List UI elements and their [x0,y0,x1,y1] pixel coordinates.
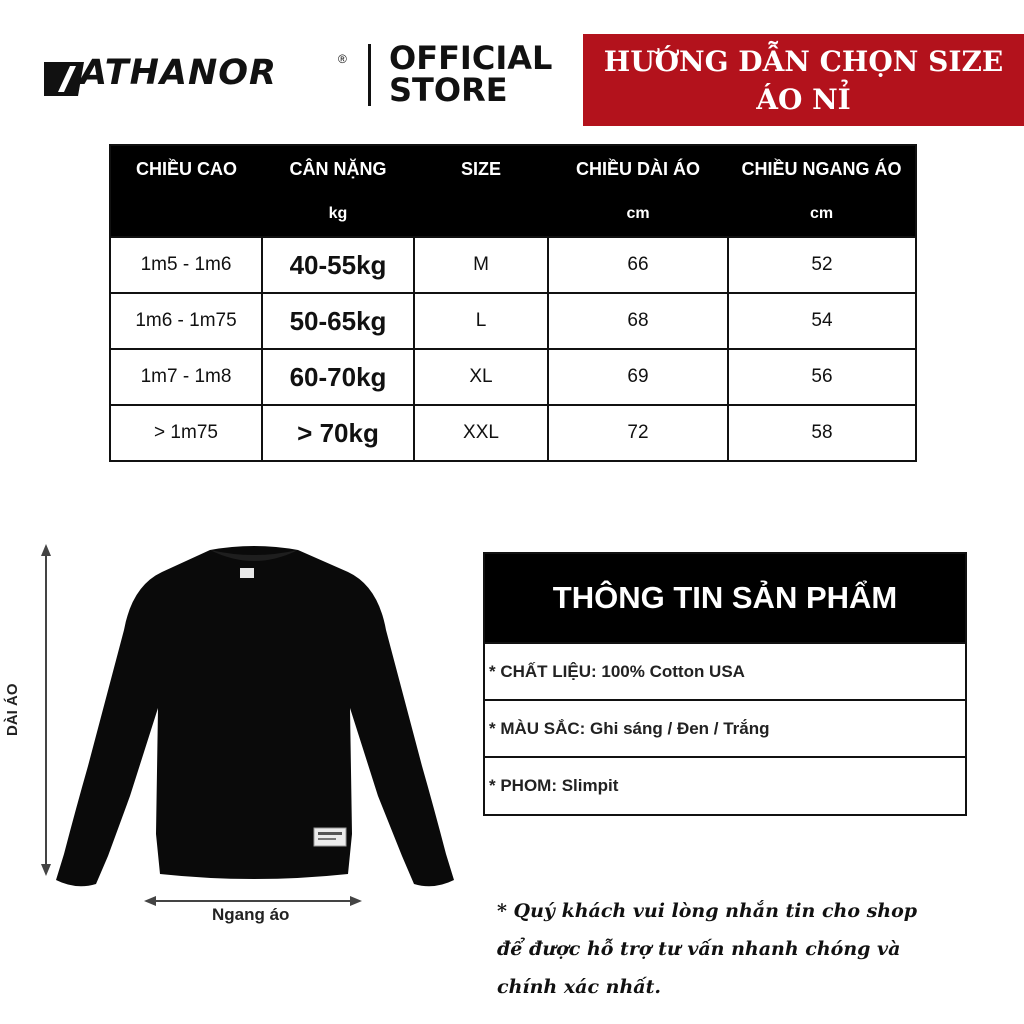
unit-length: cm [548,192,728,237]
info-colors: * MÀU SẮC: Ghi sáng / Đen / Trắng [485,699,965,756]
brand-name: ATHANOR [80,53,277,93]
note-line: để được hỗ trợ tư vấn nhanh chóng và [497,938,901,960]
cell-length: 68 [548,293,728,349]
header-height: CHIỀU CAO [110,145,262,192]
sweatshirt-icon [56,546,454,886]
table-header-row [110,145,916,192]
official-label: OFFICIAL [389,39,553,77]
cell-size: M [414,237,548,293]
header-divider [368,44,371,106]
size-chart-table [109,144,917,462]
cell-length: 69 [548,349,728,405]
cell-length: 66 [548,237,728,293]
header-size: SIZE [414,145,548,192]
note-line: chính xác nhất. [497,976,661,998]
table-row [110,349,916,405]
official-store-label [389,39,553,109]
cell-weight: 40-55kg [262,237,414,293]
unit-size [414,192,548,237]
product-info-title: THÔNG TIN SẢN PHẨM [485,554,965,642]
cell-width: 52 [728,237,916,293]
registered-mark: ® [338,52,347,66]
header-width: CHIỀU NGANG ÁO [728,145,916,192]
cell-height: > 1m75 [110,405,262,461]
cell-weight: 60-70kg [262,349,414,405]
header-weight: CÂN NẶNG [262,145,414,192]
length-label: DÀI ÁO [4,683,21,736]
cell-weight: > 70kg [262,405,414,461]
cell-size: XL [414,349,548,405]
banner-title: HƯỚNG DẪN CHỌN SIZE [603,45,1004,78]
table-unit-row [110,192,916,237]
unit-weight: kg [262,192,414,237]
banner-subtitle: ÁO NỈ [756,83,851,116]
length-arrow-icon [41,544,51,876]
cell-height: 1m5 - 1m6 [110,237,262,293]
cell-width: 56 [728,349,916,405]
store-label: STORE [389,71,508,109]
unit-width: cm [728,192,916,237]
brand-logo [44,50,354,108]
note-line: * Quý khách vui lòng nhắn tin cho shop [497,900,918,922]
cell-weight: 50-65kg [262,293,414,349]
contact-note [497,892,937,1006]
size-guide-banner [583,34,1024,126]
info-material: * CHẤT LIỆU: 100% Cotton USA [485,642,965,699]
table-row [110,293,916,349]
width-label: Ngang áo [212,905,290,924]
cell-size: L [414,293,548,349]
header-length: CHIỀU DÀI ÁO [548,145,728,192]
info-fit: * PHOM: Slimpit [485,756,965,813]
unit-height [110,192,262,237]
cell-height: 1m6 - 1m75 [110,293,262,349]
table-row [110,237,916,293]
sweatshirt-illustration [30,538,460,938]
product-info-box [483,552,967,816]
cell-height: 1m7 - 1m8 [110,349,262,405]
cell-width: 58 [728,405,916,461]
cell-length: 72 [548,405,728,461]
cell-width: 54 [728,293,916,349]
table-row [110,405,916,461]
cell-size: XXL [414,405,548,461]
